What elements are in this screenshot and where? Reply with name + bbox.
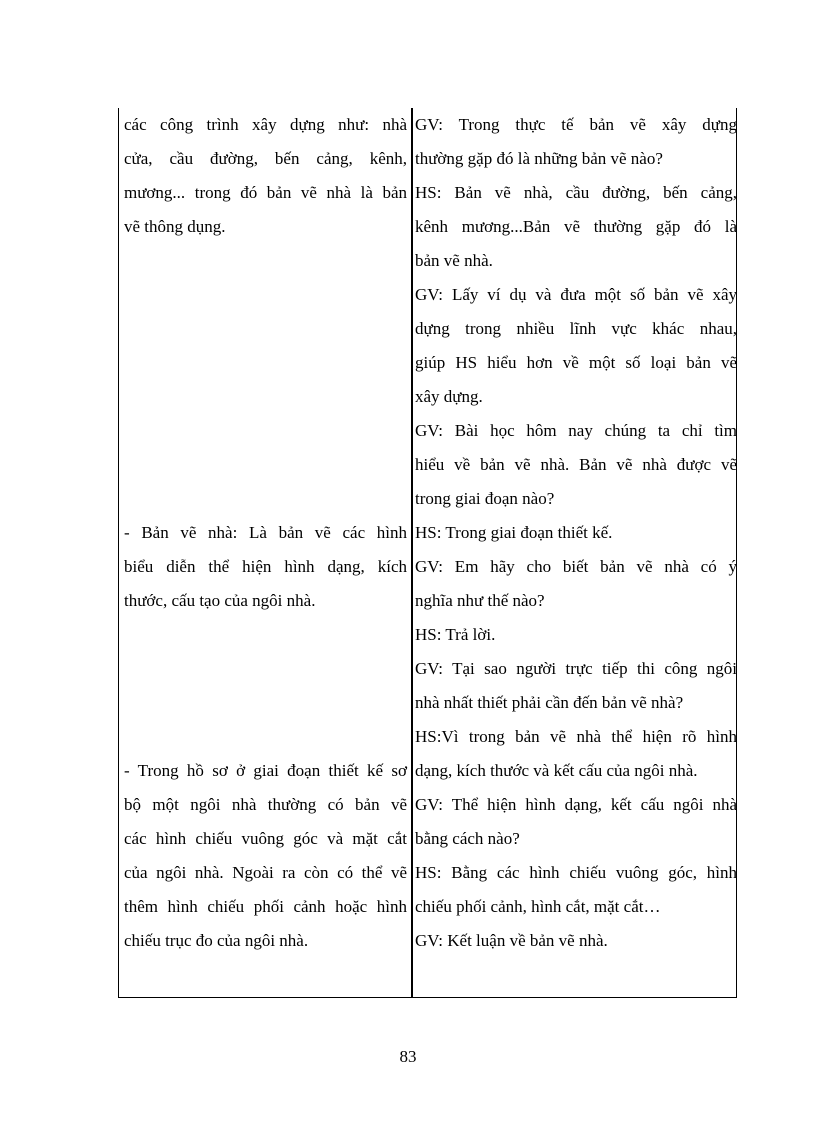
text-line bbox=[124, 244, 407, 278]
text-line: - Bản vẽ nhà: Là bản vẽ các hình bbox=[124, 523, 407, 542]
text-line: thước, cấu tạo của ngôi nhà. bbox=[124, 591, 316, 610]
text-line: - Trong hồ sơ ở giai đoạn thiết kế sơ bbox=[124, 761, 407, 780]
text-line bbox=[124, 618, 407, 652]
text-line bbox=[124, 686, 407, 720]
text-line bbox=[124, 278, 407, 312]
text-line bbox=[124, 482, 407, 516]
text-line: HS:Vì trong bản vẽ nhà thể hiện rõ hình bbox=[415, 727, 737, 746]
text-line: chiếu phối cảnh, hình cắt, mặt cắt… bbox=[415, 897, 661, 916]
text-line: bằng cách nào? bbox=[415, 829, 520, 848]
text-line: chiếu trục đo của ngôi nhà. bbox=[124, 931, 309, 950]
text-line: kênh mương...Bản vẽ thường gặp đó là bbox=[415, 217, 737, 236]
text-line: GV: Em hãy cho biết bản vẽ nhà có ý bbox=[415, 557, 737, 576]
text-line: HS: Trả lời. bbox=[415, 625, 496, 644]
text-line: nhà nhất thiết phải cần đến bản vẽ nhà? bbox=[415, 693, 684, 712]
text-line: GV: Lấy ví dụ và đưa một số bản vẽ xây bbox=[415, 285, 737, 304]
text-line: GV: Tại sao người trực tiếp thi công ngôi bbox=[415, 659, 737, 678]
text-line: các công trình xây dựng như: nhà bbox=[124, 115, 407, 134]
text-line bbox=[124, 312, 407, 346]
text-line: GV: Trong thực tế bản vẽ xây dựng bbox=[415, 115, 737, 134]
text-line: bộ một ngôi nhà thường có bản vẽ bbox=[124, 795, 407, 814]
text-line: HS: Bản vẽ nhà, cầu đường, bến cảng, bbox=[415, 183, 737, 202]
text-line: HS: Bằng các hình chiếu vuông góc, hình bbox=[415, 863, 737, 882]
text-line: thêm hình chiếu phối cảnh hoặc hình bbox=[124, 897, 407, 916]
text-line: GV: Kết luận về bản vẽ nhà. bbox=[415, 931, 608, 950]
text-line bbox=[124, 652, 407, 686]
text-line: thường gặp đó là những bản vẽ nào? bbox=[415, 149, 663, 168]
text-line: nghĩa như thế nào? bbox=[415, 591, 545, 610]
text-line: HS: Trong giai đoạn thiết kế. bbox=[415, 523, 613, 542]
text-line: giúp HS hiểu hơn về một số loại bản vẽ bbox=[415, 353, 737, 372]
text-line bbox=[124, 448, 407, 482]
text-line: vẽ thông dụng. bbox=[124, 217, 226, 236]
text-line bbox=[124, 346, 407, 380]
text-line: dạng, kích thước và kết cấu của ngôi nhà. bbox=[415, 761, 698, 780]
text-line: GV: Bài học hôm nay chúng ta chỉ tìm bbox=[415, 421, 737, 440]
text-line bbox=[124, 380, 407, 414]
text-line: dựng trong nhiều lĩnh vực khác nhau, bbox=[415, 319, 737, 338]
text-line: hiểu về bản vẽ nhà. Bản vẽ nhà được vẽ bbox=[415, 455, 737, 474]
text-line: xây dựng. bbox=[415, 387, 483, 406]
text-line: cửa, cầu đường, bến cảng, kênh, bbox=[124, 149, 407, 168]
text-line bbox=[124, 414, 407, 448]
text-line: các hình chiếu vuông góc và mặt cắt bbox=[124, 829, 407, 848]
text-line: mương... trong đó bản vẽ nhà là bản bbox=[124, 183, 407, 202]
text-line: GV: Thể hiện hình dạng, kết cấu ngôi nhà bbox=[415, 795, 737, 814]
text-line: biểu diễn thể hiện hình dạng, kích bbox=[124, 557, 407, 576]
activity-column bbox=[415, 108, 737, 958]
text-line: trong giai đoạn nào? bbox=[415, 489, 555, 508]
text-line: bản vẽ nhà. bbox=[415, 251, 493, 270]
text-line bbox=[124, 720, 407, 754]
column-divider bbox=[411, 108, 413, 998]
page-number: 83 bbox=[399, 1047, 417, 1066]
text-line: của ngôi nhà. Ngoài ra còn có thể vẽ bbox=[124, 863, 407, 882]
content-column bbox=[124, 108, 407, 958]
